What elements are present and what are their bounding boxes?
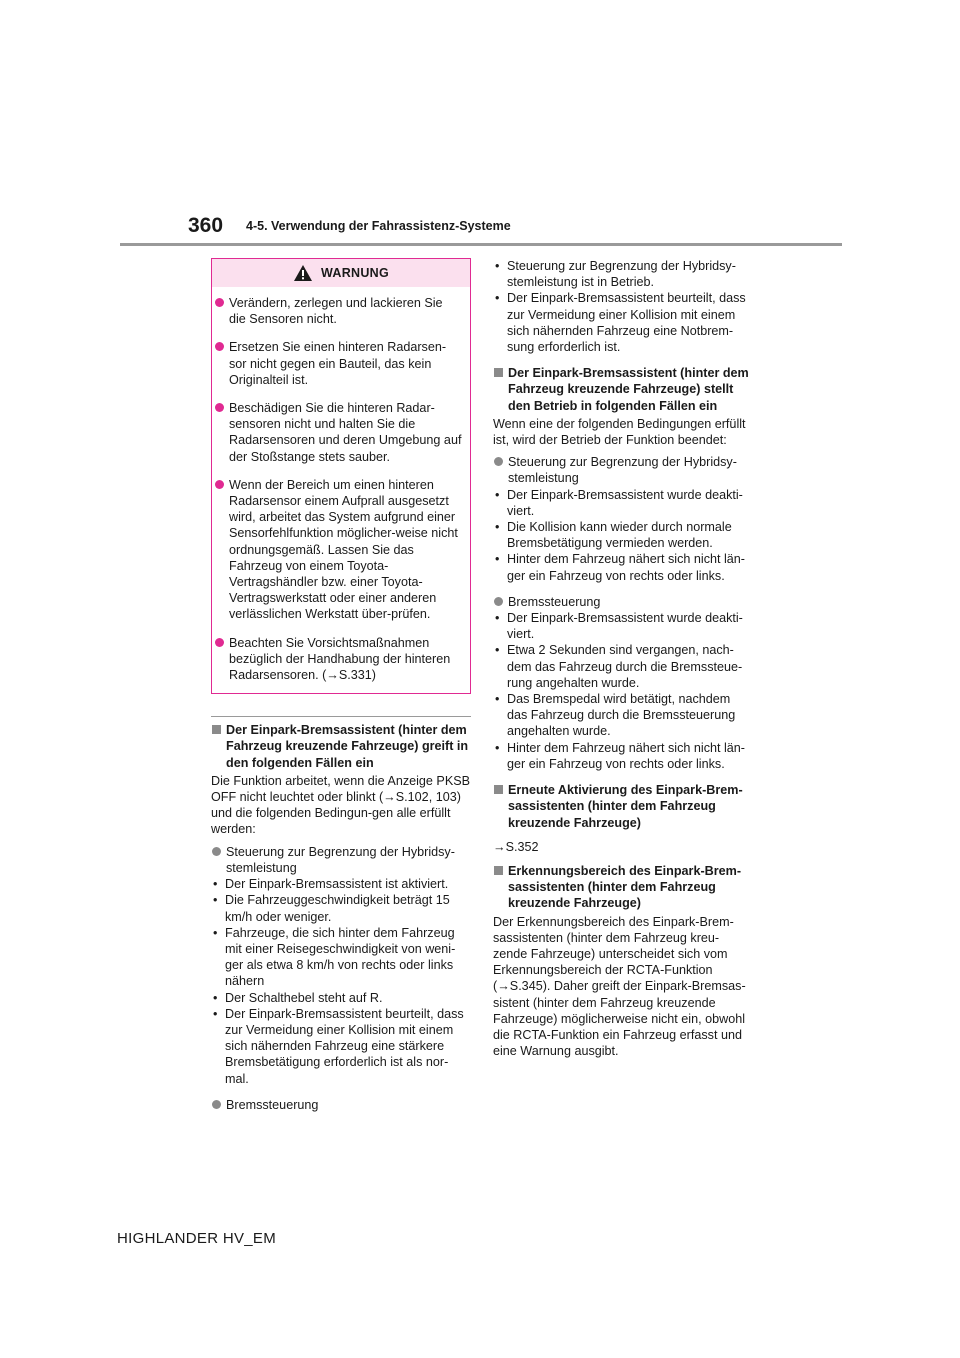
warning-item-text: Wenn der Bereich um einen hinteren Radarsensor einem Aufprall ausgesetzt wird, arbeitet das System aufgrund einer Sensorfehlfunktion möglicher-weise nicht ordnungsgemäß. Lassen Sie das Fahrzeug von einem Toyota-Vertragshändler bzw. einer Toyota-Vertragswerkstatt oder einer anderen verlässlichen Werkstatt über-prüfen. [229,477,458,622]
warning-bullet-icon [215,298,224,307]
heading-text: Der Einpark-Bremsassistent (hinter dem Fahrzeug kreuzende Fahrzeuge) stellt den Betrieb in folgenden Fällen ein [508,366,749,413]
warning-item [212,473,470,627]
condition-group-title: Bremssteuerung [226,1097,319,1112]
warning-bullet-icon [215,638,224,647]
list-item: • Der Einpark-Bremsassistent ist aktiviert. [211,876,471,892]
condition-group-title: Bremssteuerung [508,594,601,609]
warning-triangle-icon [293,264,313,282]
warning-item-text: Beschädigen Sie die hinteren Radar-sensoren nicht und halten Sie die Radarsensoren und deren Umgebung auf der Stoßstange stets sauber. [229,401,462,464]
list-item: • Der Schalthebel steht auf R. [211,990,471,1006]
square-bullet-icon [494,866,503,875]
section-title: 4-5. Verwendung der Fahrassistenz-Systeme [246,219,511,233]
warning-bullet-icon [215,403,224,412]
page-reference: →S.352 [493,839,539,854]
list-item: • Der Einpark-Bremsassistent wurde deakti-viert. [493,610,753,642]
heading-text: Der Einpark-Bremsassistent (hinter dem Fahrzeug kreuzende Fahrzeuge) greift in den folgenden Fällen ein [226,723,469,770]
list-item: • Der Einpark-Bremsassistent beurteilt, dass zur Vermeidung einer Kollision mit einem sich nähernden Fahrzeug eine stärkere Bremsbetätigung erforderlich ist als nor-mal. [211,1006,471,1087]
condition-list [211,876,471,1087]
list-item: • Der Einpark-Bremsassistent beurteilt, dass zur Vermeidung einer Kollision mit einem sich nähernden Fahrzeug eine Notbrem-sung erforderlich ist. [493,290,753,355]
section-heading [493,365,753,414]
condition-group [493,454,753,486]
condition-group [211,844,471,876]
heading-text: Erneute Aktivierung des Einpark-Brem-sassistenten (hinter dem Fahrzeug kreuzende Fahrzeuge) [508,783,743,830]
round-bullet-icon [494,597,503,606]
condition-group-title: Steuerung zur Begrenzung der Hybridsy-stemleistung [508,455,737,486]
list-item: • Hinter dem Fahrzeug nähert sich nicht län-ger ein Fahrzeug von rechts oder links. [493,551,753,583]
condition-group-title: Steuerung zur Begrenzung der Hybridsy-stemleistung [226,844,455,875]
warning-box [211,258,471,694]
condition-list [493,487,753,584]
warning-header [212,259,470,287]
warning-item-text: Beachten Sie Vorsichtsmaßnahmen bezüglich der Handhabung der hinteren Radarsensoren. (→S.331) [229,635,451,683]
warning-item [212,396,470,469]
warning-item-text: Verändern, zerlegen und lackieren Sie die Sensoren nicht. [229,296,443,327]
page-number: 360 [188,214,224,237]
square-bullet-icon [212,725,221,734]
square-bullet-icon [494,368,503,377]
round-bullet-icon [212,1100,221,1109]
left-column [211,258,471,1113]
intro-paragraph: Die Funktion arbeitet, wenn die Anzeige PKSB OFF nicht leuchtet oder blinkt (→S.102, 103) und die folgenden Bedingun-gen alle erfüllt werden: [211,773,471,837]
header-divider [120,243,842,246]
body-paragraph: Der Erkennungsbereich des Einpark-Brem-sassistenten (hinter dem Fahrzeug kreu-zende Fahrzeuge) unterscheidet sich vom Erkennungsbereich der RCTA-Funktion (→S.345). Daher greift der Einpark-Bremsas-sistent (hinter dem Fahrzeug kreuzende Fahrzeuge) möglicherweise nicht ein, obwohl die RCTA-Funktion ein Fahrzeug erfasst und eine Warnung ausgibt. [493,914,746,1059]
warning-item-text: Ersetzen Sie einen hinteren Radarsen-sor nicht gegen ein Bauteil, das kein Originalteil ist. [229,340,447,387]
intro-paragraph: Wenn eine der folgenden Bedingungen erfüllt ist, wird der Betrieb der Funktion beendet: [493,416,746,448]
condition-group [211,1097,471,1113]
list-item: • Der Einpark-Bremsassistent wurde deakti-viert. [493,487,753,519]
condition-list-continued [493,258,753,355]
round-bullet-icon [494,457,503,466]
square-bullet-icon [494,785,503,794]
list-item: • Hinter dem Fahrzeug nähert sich nicht län-ger ein Fahrzeug von rechts oder links. [493,740,753,772]
warning-title: WARNUNG [320,265,390,280]
list-item: • Das Bremspedal wird betätigt, nachdem das Fahrzeug durch die Bremssteuerung angehalten wurde. [493,691,753,740]
section-heading [493,863,753,912]
warning-item [212,335,470,392]
warning-bullet-icon [215,480,224,489]
section-divider [211,716,471,717]
list-item: • Etwa 2 Sekunden sind vergangen, nach-dem das Fahrzeug durch die Bremssteue-rung angehalten wurde. [493,642,753,691]
footer-model-name: HIGHLANDER HV_EM [117,1230,276,1247]
condition-group [493,594,753,610]
list-item: • Fahrzeuge, die sich hinter dem Fahrzeug mit einer Reisegeschwindigkeit von weni-ger als etwa 8 km/h von rechts oder links nähern [211,925,471,990]
list-item: • Die Fahrzeuggeschwindigkeit beträgt 15 km/h oder weniger. [211,892,471,924]
list-item: • Steuerung zur Begrenzung der Hybridsy-stemleistung ist in Betrieb. [493,258,753,290]
warning-bullet-icon [215,342,224,351]
warning-item [212,291,470,331]
section-heading [493,782,753,831]
list-item: • Die Kollision kann wieder durch normale Bremsbetätigung vermieden werden. [493,519,753,551]
condition-list [493,610,753,772]
heading-text: Erkennungsbereich des Einpark-Brem-sassistenten (hinter dem Fahrzeug kreuzende Fahrzeuge) [508,863,742,911]
round-bullet-icon [212,847,221,856]
right-column [493,258,753,1065]
section-heading [211,722,471,771]
warning-item [212,631,470,688]
